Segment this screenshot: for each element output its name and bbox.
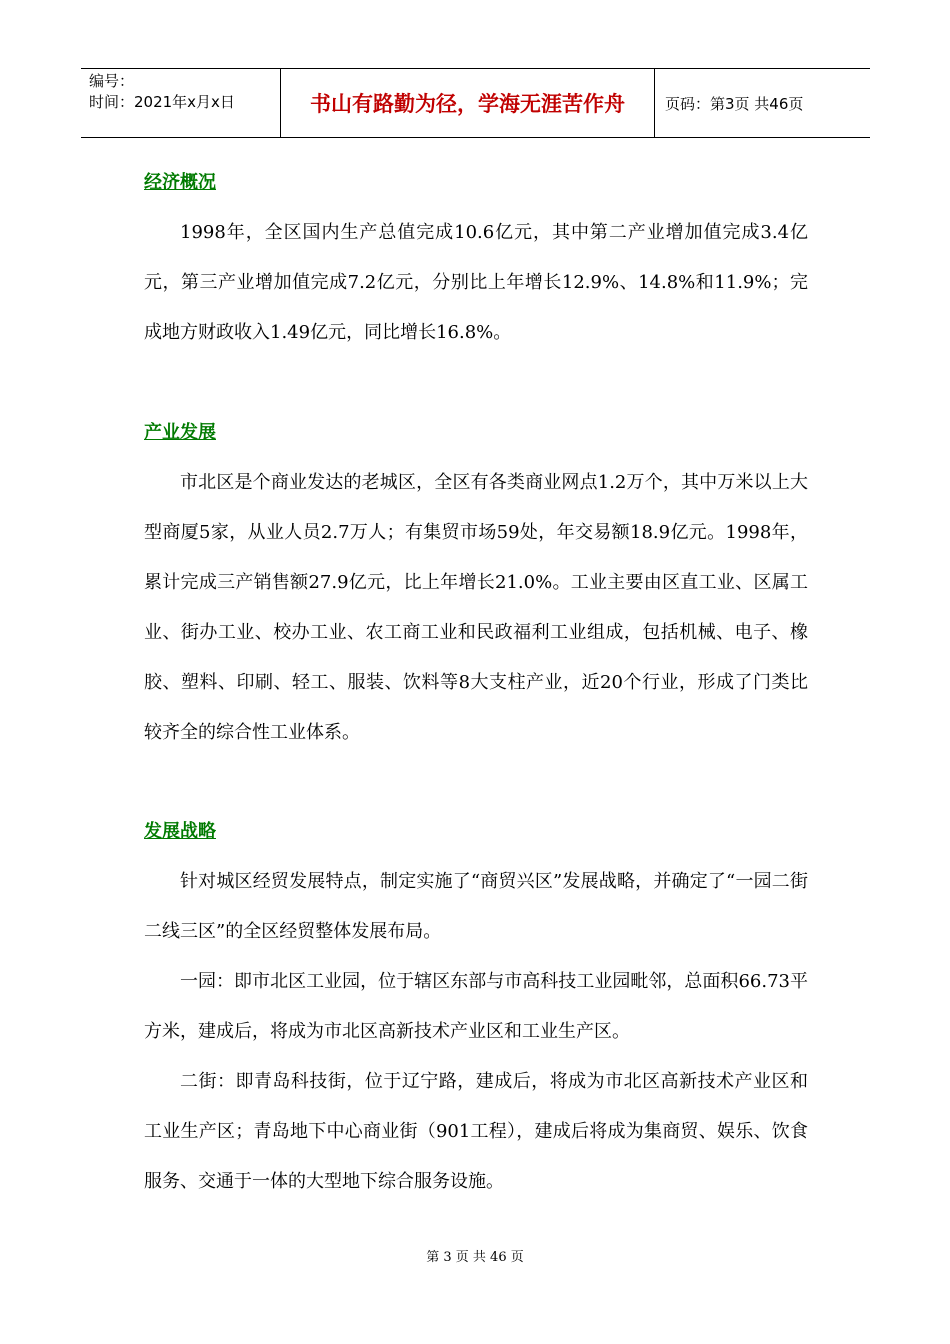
document-body: [144, 158, 808, 1207]
number-label: 编号：: [89, 72, 135, 90]
page-info: 页码：第3页 共46页: [665, 94, 804, 113]
strategy-paragraph-park: 一园：即市北区工业园，位于辖区东部与市高科技工业园毗邻，总面积66.73平方米，建成后，将成为市北区高新技术产业区和工业生产区。: [144, 971, 808, 1042]
economy-paragraph: 1998年，全区国内生产总值完成10.6亿元，其中第二产业增加值完成3.4亿元，第三产业增加值完成7.2亿元，分别比上年增长12.9%、14.8%和11.9%；完成地方财政收入1.49亿元，同比增长16.8%。: [144, 222, 808, 343]
section-title-economy: 经济概况: [144, 172, 216, 193]
motto-text: 书山有路勤为径，学海无涯苦作舟: [310, 92, 625, 116]
strategy-paragraph-intro: 针对城区经贸发展特点，制定实施了“商贸兴区”发展战略，并确定了“一园二街二线三区”的全区经贸整体发展布局。: [144, 871, 808, 942]
header-table: [81, 68, 870, 138]
header-meta-cell: [81, 69, 281, 137]
page-footer: [0, 1246, 950, 1265]
section-title-strategy: 发展战略: [144, 821, 216, 842]
footer-page-number: 第 3 页 共 46 页: [426, 1250, 524, 1265]
industry-paragraph: 市北区是个商业发达的老城区，全区有各类商业网点1.2万个，其中万米以上大型商厦5家，从业人员2.7万人；有集贸市场59处，年交易额18.9亿元。1998年，累计完成三产销售额27.9亿元，比上年增长21.0%。工业主要由区直工业、区属工业、街办工业、校办工业、农工商工业和民政福利工业组成，包括机械、电子、橡胶、塑料、印刷、轻工、服装、饮料等8大支柱产业，近20个行业，形成了门类比较齐全的综合性工业体系。: [144, 472, 808, 743]
date-label: 时间：2021年x月x日: [89, 93, 235, 111]
header-motto-cell: [281, 69, 655, 137]
section-title-industry: 产业发展: [144, 422, 216, 443]
header-page-cell: [655, 69, 870, 137]
strategy-paragraph-streets: 二街：即青岛科技街，位于辽宁路，建成后，将成为市北区高新技术产业区和工业生产区；青岛地下中心商业街（901工程），建成后将成为集商贸、娱乐、饮食服务、交通于一体的大型地下综合服务设施。: [144, 1071, 808, 1192]
